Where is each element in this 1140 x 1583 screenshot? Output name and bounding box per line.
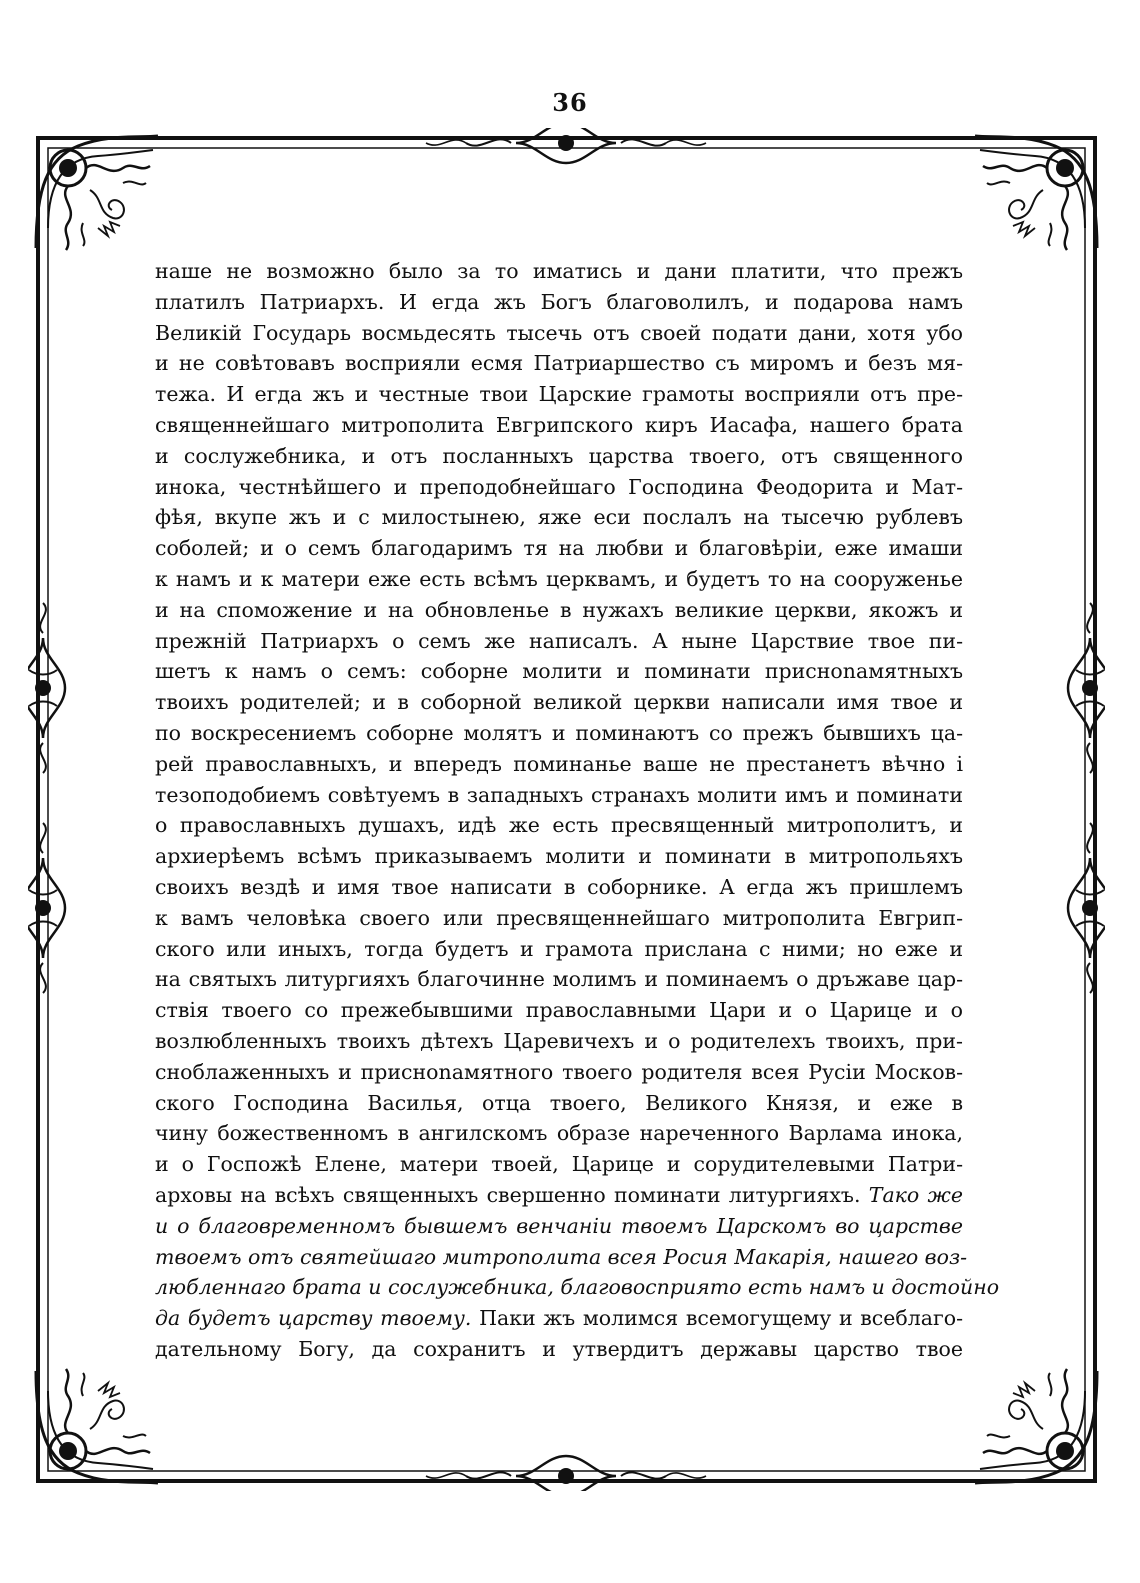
text-line (155, 749, 963, 780)
plain-text: своихъ вездѣ и имя твое написати в соборнике. А егда жъ пришлемъ (155, 874, 963, 899)
text-line (155, 1149, 963, 1180)
plain-text: священнейшаго митрополита Евгрипского киръ Иасафа, нашего брата (155, 412, 963, 437)
text-line (155, 718, 963, 749)
text-line (155, 780, 963, 811)
plain-text: возлюбленныхъ твоихъ дѣтехъ Царевичехъ и о родителехъ твоихъ, при- (155, 1028, 963, 1053)
text-line (155, 564, 963, 595)
plain-text: снoблаженныхъ и присноnамятного твоего родителя всея Русіи Москов- (155, 1059, 963, 1084)
text-line (155, 595, 963, 626)
text-line (155, 687, 963, 718)
plain-text: соболей; и о семъ благодаримъ тя на любви и благовѣріи, еже имаши (155, 536, 963, 561)
plain-text: платилъ Патриархъ. И егда жъ Богъ благоволилъ, и подарова намъ (155, 289, 963, 314)
plain-text: ствія твоего со прежебывшими православными Цари и о Царице и о (155, 998, 963, 1023)
text-line (155, 533, 963, 564)
left-side-ornament-upper (28, 603, 65, 773)
plain-text: тезоподобиемъ совѣтуемъ в западныхъ странахъ молити имъ и поминати (155, 782, 963, 807)
text-line (155, 410, 963, 441)
body-text (155, 256, 1000, 1365)
plain-text: к намъ и к матери еже есть всѣмъ церквамъ, и будетъ то на сооруженье (155, 566, 963, 591)
plain-text: рей православныхъ, и впередъ поминанье ваше не престанетъ вѣчно і (155, 751, 963, 776)
text-line (155, 1334, 963, 1365)
plain-text: по воскресениемъ соборне молятъ и поминаютъ со прежъ бывшихъ ца- (155, 720, 963, 745)
text-line (155, 1057, 963, 1088)
text-line (155, 1242, 968, 1273)
text-line (155, 318, 963, 349)
italic-text: твоемъ отъ святейшаго митрополита всея Росия Макарія, нашего воз- (155, 1244, 968, 1269)
right-side-ornament-upper (1068, 603, 1105, 773)
plain-text: чину божественномъ в ангилскомъ образе нареченного Варлама инока, (155, 1121, 963, 1146)
plain-text: ского Господина Василья, отца твоего, Великого Князя, и еже в (155, 1090, 963, 1115)
text-line (155, 841, 963, 872)
text-line (155, 472, 963, 503)
text-line (155, 903, 963, 934)
plain-text: инока, честнѣйшего и преподобнейшаго Господина Феодорита и Мат- (155, 474, 963, 499)
text-line (155, 1088, 963, 1119)
plain-text: фѣя, вкупе жъ и с милостынею, яже еси послалъ на тысечю рублевъ (155, 505, 963, 530)
text-line (155, 626, 963, 657)
plain-text: на святыхъ литургияхъ благочинне молимъ и поминаемъ о дръжаве цар- (155, 967, 963, 992)
plain-text: и на споможение и на обновленье в нужахъ великие церкви, якожъ и (155, 597, 963, 622)
plain-text: тежа. И егда жъ и честные твои Царские грамоты восприяли отъ пре- (155, 382, 963, 407)
corner-ornament-bottom-left (36, 1369, 158, 1483)
plain-text: твоихъ родителей; и в соборной великой церкви написали имя твое и (155, 690, 963, 715)
text-line (155, 995, 963, 1026)
right-side-ornament-lower (1068, 823, 1105, 993)
plain-text: Великій Государь восмьдесять тысечь отъ своей подати дани, хотя убо (155, 320, 963, 345)
text-line (155, 256, 963, 287)
page-number: 36 (552, 88, 588, 117)
italic-text: любленнаго брата и сослужебника, благовосприято есть намъ и достойно (155, 1275, 1000, 1300)
corner-ornament-top-right (975, 136, 1097, 250)
text-line (155, 872, 963, 903)
text-line (155, 656, 963, 687)
text-line (155, 1303, 963, 1334)
corner-ornament-bottom-right (975, 1369, 1097, 1483)
text-line (155, 1118, 963, 1149)
plain-text: Паки жъ молимся всемогущему и всеблаго- (479, 1306, 964, 1331)
text-line (155, 441, 963, 472)
text-line (155, 1272, 1000, 1303)
text-line (155, 934, 963, 965)
text-line (155, 287, 963, 318)
plain-text: и о Госпожѣ Елене, матери твоей, Царице и сорудителевыми Патри- (155, 1152, 963, 1177)
top-center-ornament (426, 128, 706, 163)
bottom-center-ornament (426, 1456, 706, 1491)
italic-text: и о благовременномъ бывшемъ венчаніи твоемъ Царскомъ во царстве (155, 1213, 963, 1238)
plain-text: ского или иныхъ, тогда будетъ и грамота прислана с ними; но еже и (155, 936, 963, 961)
plain-text: и не совѣтовавъ восприяли есмя Патриаршество съ миромъ и безъ мя- (155, 351, 963, 376)
text-line (155, 964, 963, 995)
italic-text: да будетъ царству твоему. (155, 1306, 480, 1331)
text-line (155, 1026, 963, 1057)
corner-ornament-top-left (36, 136, 158, 250)
text-line (155, 502, 963, 533)
text-line (155, 348, 963, 379)
plain-text: и сослужебника, и отъ посланныхъ царства твоего, отъ священного (155, 443, 963, 468)
plain-text: арховы на всѣхъ священныхъ свершенно поминати литургияхъ. (155, 1182, 869, 1207)
text-line (155, 810, 963, 841)
plain-text: к вамъ человѣка своего или пресвященнейшаго митрополита Евгрип- (155, 905, 963, 930)
italic-text: Тако же (868, 1182, 963, 1207)
text-line (155, 1180, 963, 1211)
plain-text: прежнiй Патриархъ о семъ же написалъ. А ныне Царствие твое пи- (155, 628, 963, 653)
plain-text: дательному Богу, да сохранитъ и утвердитъ державы царство твое (155, 1336, 963, 1361)
text-line (155, 379, 963, 410)
plain-text: шетъ к намъ о семъ: соборне молити и поминати присноnамятныхъ (155, 659, 963, 684)
text-line (155, 1211, 963, 1242)
plain-text: наше не возможно было за то иматись и дани платити, что прежъ (155, 259, 963, 283)
plain-text: о православныхъ душахъ, идѣ же есть пресвященный митрополитъ, и (155, 813, 963, 838)
left-side-ornament-lower (28, 823, 65, 993)
plain-text: архиерѣемъ всѣмъ приказываемъ молити и поминати в митропольяхъ (155, 844, 963, 869)
